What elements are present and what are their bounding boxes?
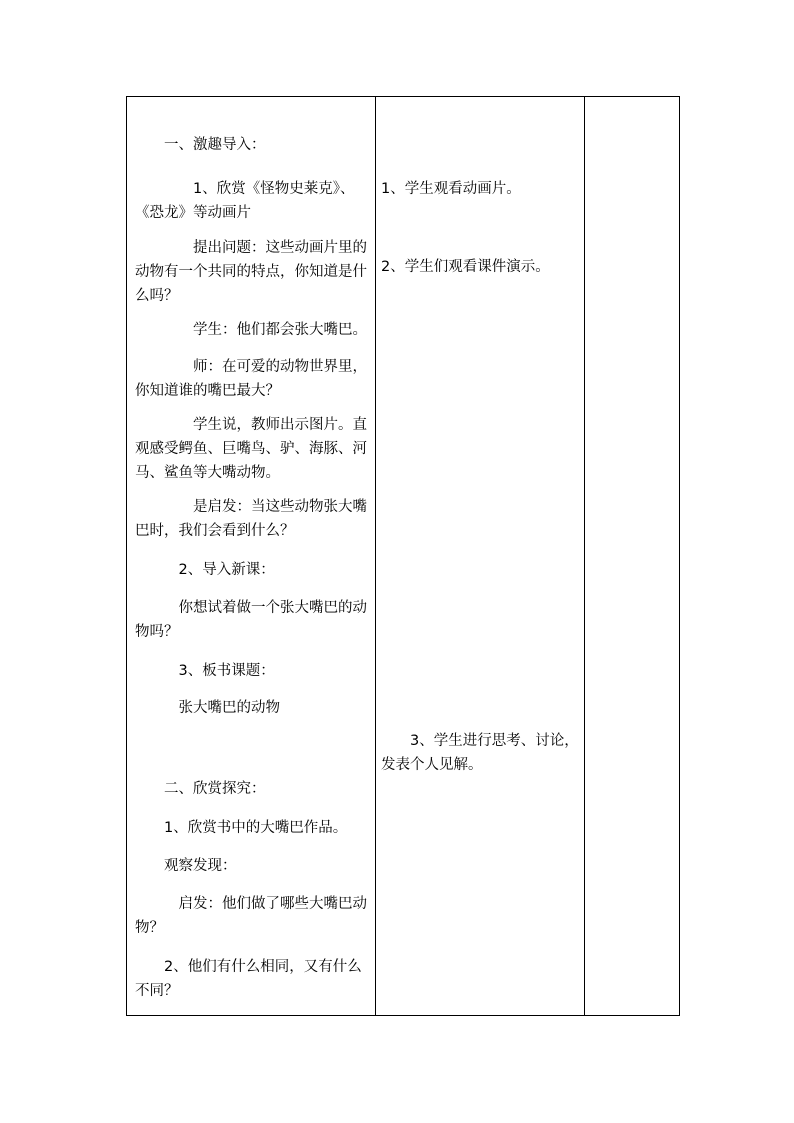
teacher-paragraph: 观察发现： — [135, 858, 237, 874]
teacher-paragraph: 师：在可爱的动物世界里，你知道谁的嘴巴最大？ — [135, 359, 367, 399]
notes-column — [585, 97, 679, 1015]
lesson-plan-table — [126, 96, 680, 1016]
teacher-paragraph: 是启发：当这些动物张大嘴巴时，我们会看到什么？ — [135, 499, 367, 539]
student-activity-column — [376, 97, 585, 1015]
teacher-paragraph: 1、欣赏《怪物史莱克》、《恐龙》等动画片 — [135, 181, 355, 221]
teacher-paragraph: 1、欣赏书中的大嘴巴作品。 — [135, 820, 348, 836]
teacher-paragraph: 2、导入新课： — [135, 562, 275, 578]
student-paragraph: 3、学生进行思考、讨论，发表个人见解。 — [381, 733, 579, 773]
section-heading-intro: 一、激趣导入： — [135, 137, 266, 153]
teacher-paragraph: 你想试着做一个张大嘴巴的动物吗？ — [135, 600, 367, 640]
student-paragraph: 1、学生观看动画片。 — [381, 181, 521, 197]
teacher-paragraph: 3、板书课题： — [135, 663, 275, 679]
teacher-activity-column — [127, 97, 376, 1015]
student-paragraph: 2、学生们观看课件演示。 — [381, 259, 550, 275]
teacher-paragraph: 启发：他们做了哪些大嘴巴动物？ — [135, 896, 367, 936]
lesson-title-text: 张大嘴巴的动物 — [135, 700, 280, 716]
section-heading-explore: 二、欣赏探究： — [135, 781, 266, 797]
teacher-paragraph: 学生：他们都会张大嘴巴。 — [135, 322, 367, 338]
teacher-paragraph: 提出问题：这些动画片里的动物有一个共同的特点，你知道是什么吗？ — [135, 240, 367, 304]
teacher-paragraph: 2、他们有什么相同，又有什么不同？ — [135, 959, 362, 999]
teacher-paragraph: 学生说，教师出示图片。直观感受鳄鱼、巨嘴鸟、驴、海豚、河马、鲨鱼等大嘴动物。 — [135, 417, 367, 481]
